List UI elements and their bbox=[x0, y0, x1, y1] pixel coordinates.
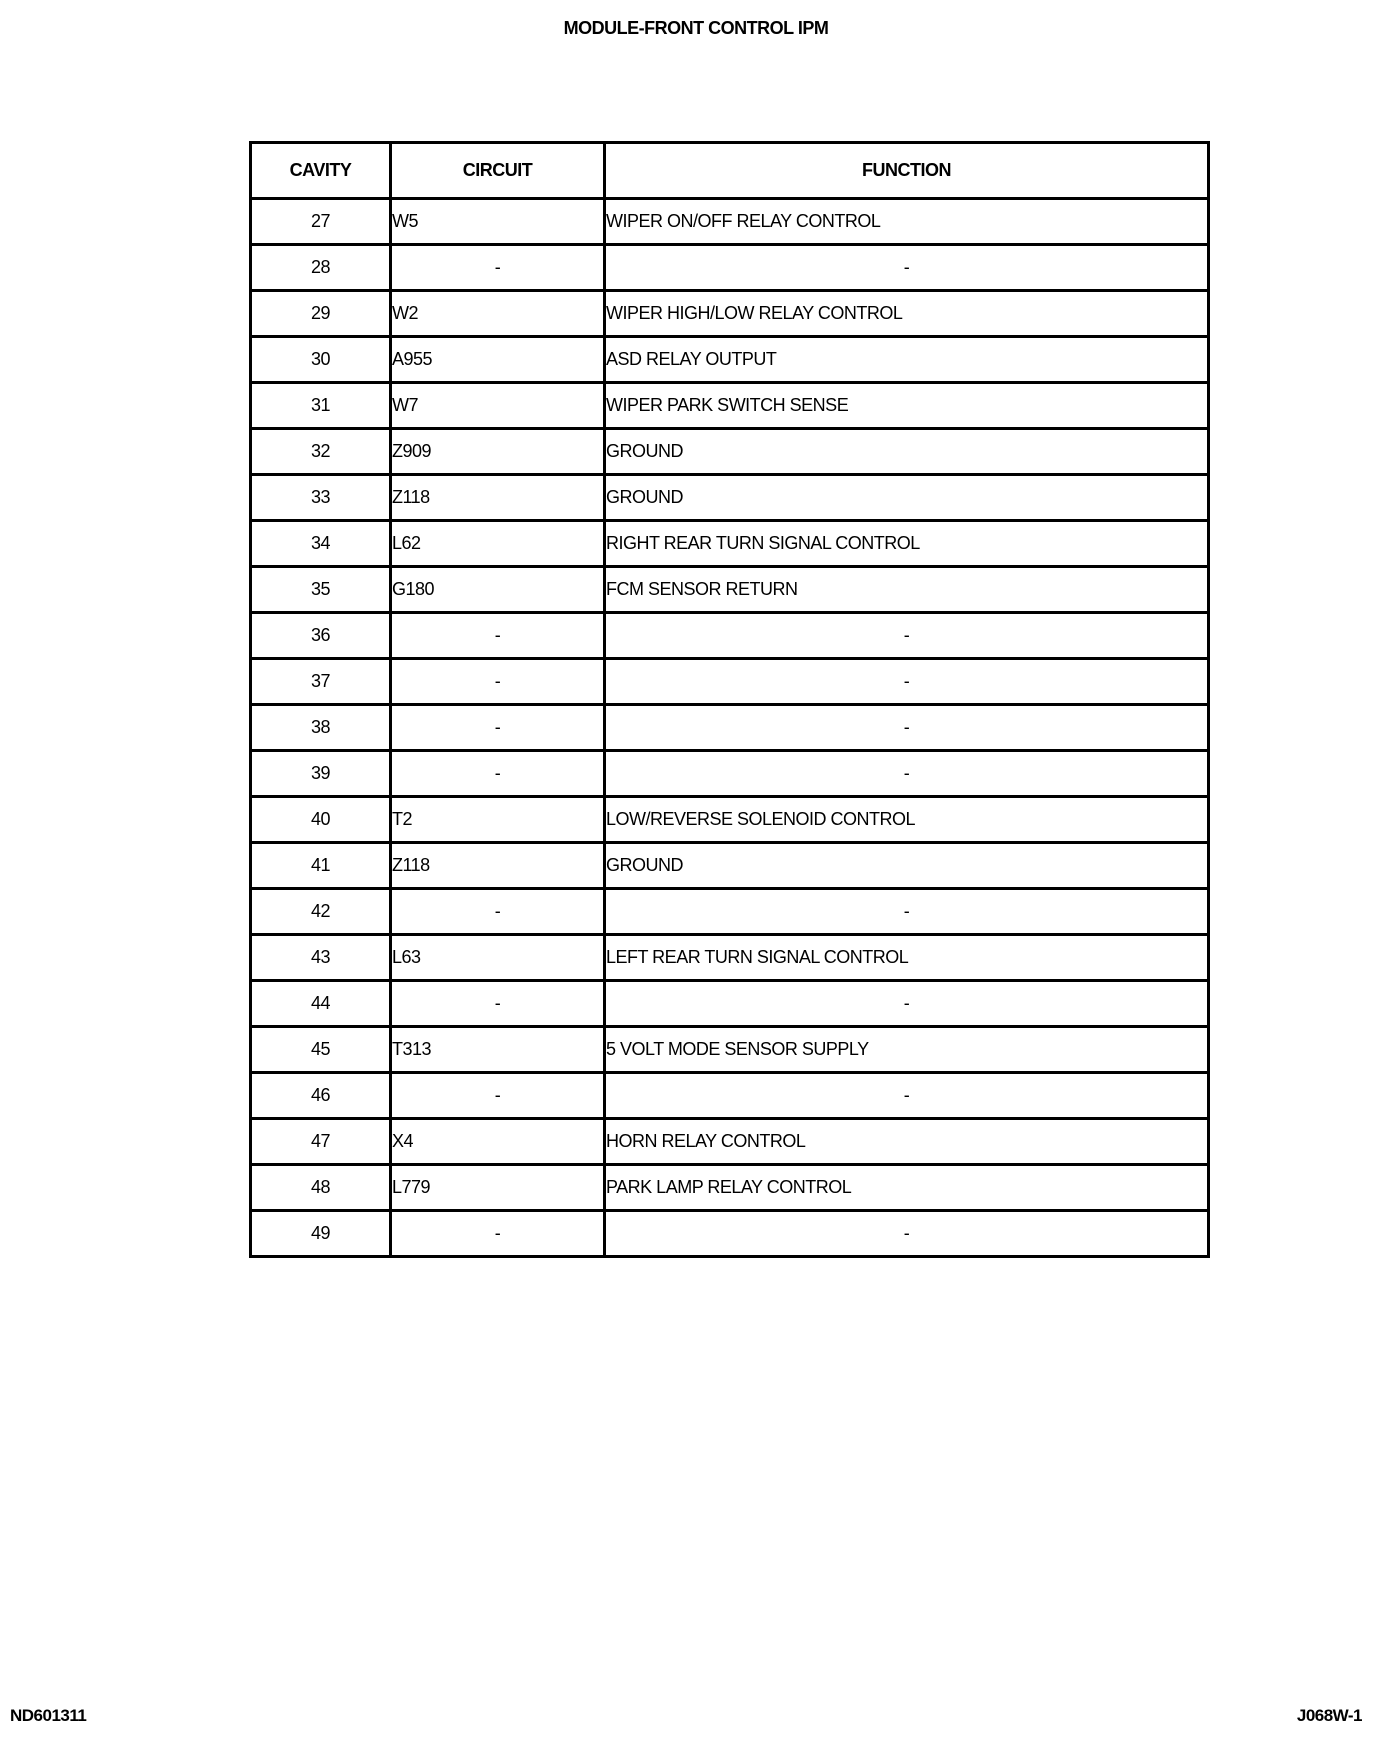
function-cell: WIPER PARK SWITCH SENSE bbox=[605, 383, 1209, 429]
connector-pinout-table bbox=[249, 141, 1210, 1258]
circuit-cell: - bbox=[391, 613, 605, 659]
figure-id-right: J068W-1 bbox=[1296, 1706, 1362, 1725]
cavity-cell: 47 bbox=[251, 1119, 391, 1165]
table-row bbox=[251, 1165, 1209, 1211]
page-title: MODULE-FRONT CONTROL IPM bbox=[563, 18, 829, 38]
table-row bbox=[251, 1211, 1209, 1257]
cavity-cell: 49 bbox=[251, 1211, 391, 1257]
cavity-cell: 38 bbox=[251, 705, 391, 751]
table-row bbox=[251, 981, 1209, 1027]
table-row bbox=[251, 337, 1209, 383]
cavity-cell: 42 bbox=[251, 889, 391, 935]
header-circuit: CIRCUIT bbox=[391, 143, 605, 199]
cavity-cell: 39 bbox=[251, 751, 391, 797]
circuit-cell: - bbox=[391, 1211, 605, 1257]
cavity-cell: 34 bbox=[251, 521, 391, 567]
cavity-cell: 43 bbox=[251, 935, 391, 981]
function-cell: PARK LAMP RELAY CONTROL bbox=[605, 1165, 1209, 1211]
table-row bbox=[251, 797, 1209, 843]
circuit-cell: X4 bbox=[391, 1119, 605, 1165]
table-row bbox=[251, 383, 1209, 429]
circuit-cell: - bbox=[391, 659, 605, 705]
function-cell: - bbox=[605, 613, 1209, 659]
circuit-cell: Z118 bbox=[391, 475, 605, 521]
table-body bbox=[251, 199, 1209, 1257]
table-row bbox=[251, 1027, 1209, 1073]
circuit-cell: G180 bbox=[391, 567, 605, 613]
circuit-cell: Z909 bbox=[391, 429, 605, 475]
table-row bbox=[251, 429, 1209, 475]
cavity-cell: 41 bbox=[251, 843, 391, 889]
function-cell: HORN RELAY CONTROL bbox=[605, 1119, 1209, 1165]
cavity-cell: 46 bbox=[251, 1073, 391, 1119]
function-cell: - bbox=[605, 751, 1209, 797]
cavity-cell: 29 bbox=[251, 291, 391, 337]
function-cell: RIGHT REAR TURN SIGNAL CONTROL bbox=[605, 521, 1209, 567]
cavity-cell: 33 bbox=[251, 475, 391, 521]
function-cell: - bbox=[605, 659, 1209, 705]
table-row bbox=[251, 751, 1209, 797]
cavity-cell: 45 bbox=[251, 1027, 391, 1073]
circuit-cell: - bbox=[391, 889, 605, 935]
circuit-cell: T2 bbox=[391, 797, 605, 843]
function-cell: GROUND bbox=[605, 429, 1209, 475]
function-cell: - bbox=[605, 1073, 1209, 1119]
circuit-cell: L779 bbox=[391, 1165, 605, 1211]
figure-id-left: ND601311 bbox=[10, 1706, 87, 1725]
table-row bbox=[251, 521, 1209, 567]
circuit-cell: - bbox=[391, 981, 605, 1027]
table-row bbox=[251, 843, 1209, 889]
table-row bbox=[251, 291, 1209, 337]
table-row bbox=[251, 613, 1209, 659]
function-cell: LOW/REVERSE SOLENOID CONTROL bbox=[605, 797, 1209, 843]
function-cell: WIPER HIGH/LOW RELAY CONTROL bbox=[605, 291, 1209, 337]
table-row bbox=[251, 659, 1209, 705]
table-row bbox=[251, 889, 1209, 935]
circuit-cell: - bbox=[391, 245, 605, 291]
cavity-cell: 44 bbox=[251, 981, 391, 1027]
function-cell: LEFT REAR TURN SIGNAL CONTROL bbox=[605, 935, 1209, 981]
circuit-cell: - bbox=[391, 705, 605, 751]
circuit-cell: - bbox=[391, 751, 605, 797]
function-cell: FCM SENSOR RETURN bbox=[605, 567, 1209, 613]
circuit-cell: A955 bbox=[391, 337, 605, 383]
header-cavity: CAVITY bbox=[251, 143, 391, 199]
function-cell: GROUND bbox=[605, 475, 1209, 521]
circuit-cell: W5 bbox=[391, 199, 605, 245]
circuit-cell: W2 bbox=[391, 291, 605, 337]
table-row bbox=[251, 199, 1209, 245]
circuit-cell: L62 bbox=[391, 521, 605, 567]
cavity-cell: 32 bbox=[251, 429, 391, 475]
function-cell: - bbox=[605, 245, 1209, 291]
table-row bbox=[251, 1073, 1209, 1119]
cavity-cell: 37 bbox=[251, 659, 391, 705]
cavity-cell: 31 bbox=[251, 383, 391, 429]
function-cell: ASD RELAY OUTPUT bbox=[605, 337, 1209, 383]
table-row bbox=[251, 567, 1209, 613]
circuit-cell: Z118 bbox=[391, 843, 605, 889]
header-function: FUNCTION bbox=[605, 143, 1209, 199]
table-header-row bbox=[251, 143, 1209, 199]
circuit-cell: L63 bbox=[391, 935, 605, 981]
table-row bbox=[251, 245, 1209, 291]
circuit-cell: - bbox=[391, 1073, 605, 1119]
table-row bbox=[251, 1119, 1209, 1165]
cavity-cell: 27 bbox=[251, 199, 391, 245]
circuit-cell: T313 bbox=[391, 1027, 605, 1073]
function-cell: - bbox=[605, 981, 1209, 1027]
function-cell: GROUND bbox=[605, 843, 1209, 889]
function-cell: 5 VOLT MODE SENSOR SUPPLY bbox=[605, 1027, 1209, 1073]
cavity-cell: 40 bbox=[251, 797, 391, 843]
function-cell: - bbox=[605, 705, 1209, 751]
cavity-cell: 28 bbox=[251, 245, 391, 291]
cavity-cell: 48 bbox=[251, 1165, 391, 1211]
circuit-cell: W7 bbox=[391, 383, 605, 429]
cavity-cell: 30 bbox=[251, 337, 391, 383]
table-row bbox=[251, 705, 1209, 751]
table-row bbox=[251, 935, 1209, 981]
cavity-cell: 36 bbox=[251, 613, 391, 659]
function-cell: WIPER ON/OFF RELAY CONTROL bbox=[605, 199, 1209, 245]
cavity-cell: 35 bbox=[251, 567, 391, 613]
table-row bbox=[251, 475, 1209, 521]
function-cell: - bbox=[605, 889, 1209, 935]
function-cell: - bbox=[605, 1211, 1209, 1257]
